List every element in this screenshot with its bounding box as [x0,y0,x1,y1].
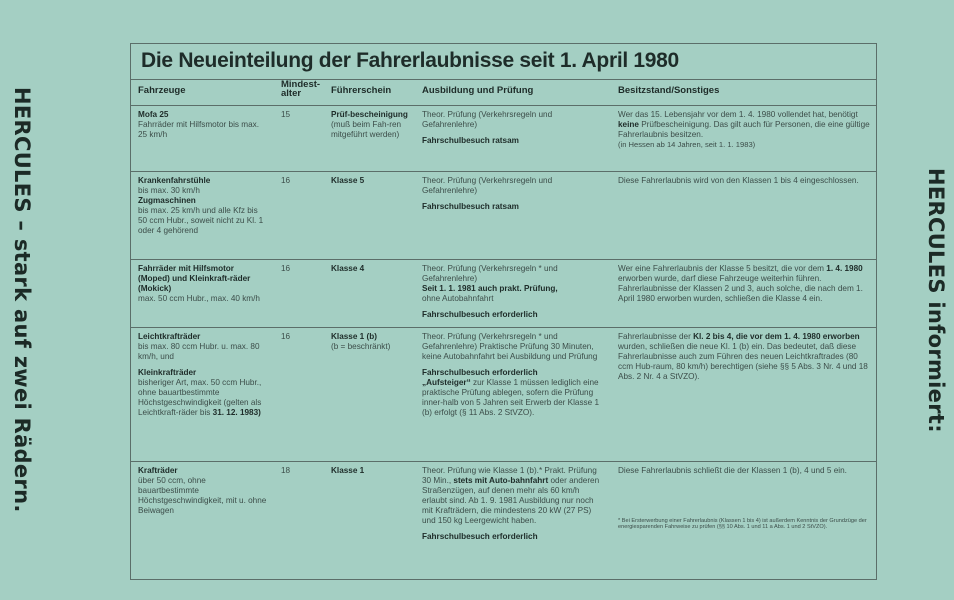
vehicle-desc: bis max. 80 ccm Hubr. u. max. 80 km/h, und [138,342,260,361]
row-kraftraeder-alter: 18 [281,466,291,475]
status-footnote: (in Hessen ab 14 Jahren, seit 1. 1. 1983) [618,140,756,149]
row-mofa-fuehrerschein [324,106,415,172]
row-leichtkraftraeder-alter: 16 [274,328,324,462]
training-text: Theor. Prüfung (Verkehrsregeln und Gefahrenlehre) [422,176,553,195]
status-text: Fahrerlaubnisse der Klassen 2 und 3, auch solche, die nach dem 1. April 1980 erworben wurden, schließen die Klasse 4 ein. [618,284,863,303]
training-text: Theor. Prüfung wie Klasse 1 (b).* Prakt. Prüfung 30 Min., [422,466,597,485]
status-text: Diese Fahrerlaubnis schließt die der Klassen 1 (b), 4 und 5 ein. [618,466,847,475]
row-moped-besitzstand [611,260,876,328]
vehicle-name: Krankenfahrstühle [138,176,211,185]
training-emphasis: „Aufsteiger“ [422,378,471,387]
training-text: zur Klasse 1 müssen lediglich eine praktische Prüfung ablegen, sofern die Prüfung inner-halb von 5 Jahren seit Erwerb der Klasse 1 (b) erfolgt (§ 11 Abs. 2 StVZO). [422,378,600,417]
row-kraftraeder-ausbildung [415,462,611,579]
header-mindestalter [274,80,324,106]
status-text: wurden, schließen die neue Kl. 1 (b) ein. Das bedeutet, daß diese Fahrerlaubnisse auch zum Führen des neuen Leichtkraftrades (80 ccm Hub-raum, 80 km/h) berechtigen (siehe §§ 5 Abs. 3 Nr. 4 und 18 Abs. 2 Nr. 4 a StVZO). [618,342,868,381]
header-fahrzeuge: Fahrzeuge [131,80,274,106]
row-moped-alter: 16 [274,260,324,328]
row-krankenfahrstuehle-besitzstand [611,172,876,260]
row-kraftraeder-besitzstand [611,462,876,579]
license-class: Klasse 1 (b) [331,332,377,341]
license-class: Klasse 4 [331,264,365,273]
vehicle-desc: bisheriger Art, max. 50 ccm Hubr., ohne bauartbestimmte Höchstgeschwindigkeit (gelten als Leichtkraft-räder bis [138,378,262,417]
vehicle-desc: über 50 ccm, ohne bauartbestimmte Höchstgeschwindigkeit, mit u. ohne Beiwagen [138,476,267,515]
license-table [131,80,876,579]
row-krankenfahrstuehle-fuehrerschein [324,172,415,260]
vehicle-name: Zugmaschinen [138,196,196,205]
training-text: Theor. Prüfung (Verkehrsregeln * und Gefahrenlehre) Praktische Prüfung 30 Minuten, keine Autobahnfahrt bei Ausbildung und Prüfung [422,332,598,361]
status-emphasis: Kl. 2 bis 4, die vor dem 1. 4. 1980 erworben [693,332,860,341]
license-note: (muß beim Fah-ren mitgeführt werden) [331,120,402,139]
license-class: Klasse 5 [331,176,365,185]
status-text: Wer das 15. Lebensjahr vor dem 1. 4. 1980 vollendet hat, benötigt [618,110,858,119]
row-leichtkraftraeder-ausbildung [415,328,611,462]
training-emphasis: Seit 1. 1. 1981 auch prakt. Prüfung, [422,284,558,293]
row-leichtkraftraeder-fahrzeuge [131,328,274,462]
header-ausbildung: Ausbildung und Prüfung [415,80,611,106]
informiert-text: HERCULES informiert: [924,167,948,433]
header-alter-line1: Mindest- [281,80,321,90]
page-title: Die Neueinteilung der Fahrerlaubnisse seit 1. April 1980 [131,44,876,80]
footnote: * Bei Ersterwerbung einer Fahrerlaubnis (Klassen 1 bis 4) ist außerdem Kenntnis der Grundzüge der energiesparenden Fahrweise zu prüfen (§§ 10 Abs. 1 und 11 a Abs. 1 und 2 StVZO). [618,518,867,530]
training-emphasis: stets mit Auto-bahnfahrt [453,476,549,485]
vehicle-name: Leichtkrafträder [138,332,201,341]
license-class: Klasse 1 [331,466,365,475]
status-text: erworben wurde, darf diese Fahrzeuge weiterhin führen. [618,274,822,283]
license-table-panel [130,43,877,580]
row-mofa-ausbildung [415,106,611,172]
header-fuehrerschein: Führerschein [324,80,415,106]
training-text: Theor. Prüfung (Verkehrsregeln und Gefahrenlehre) [422,110,553,129]
vehicle-desc: Fahrräder mit Hilfsmotor bis max. 25 km/h [138,120,260,139]
row-kraftraeder-fuehrerschein [324,462,415,579]
vehicle-desc: max. 50 ccm Hubr., max. 40 km/h [138,294,260,303]
vehicle-desc: bis max. 25 km/h und alle Kfz bis 50 ccm Hubr., soweit nicht zu Kl. 1 oder 4 gehörend [138,206,264,235]
row-moped-ausbildung [415,260,611,328]
row-leichtkraftraeder-besitzstand [611,328,876,462]
right-side-header [916,0,954,600]
training-note: Fahrschulbesuch ratsam [422,202,519,211]
row-krankenfahrstuehle-fahrzeuge [131,172,274,260]
row-krankenfahrstuehle-alter: 16 [274,172,324,260]
training-text: Theor. Prüfung (Verkehrsregeln * und Gefahrenlehre) [422,264,558,283]
row-moped-fahrzeuge [131,260,274,328]
training-note: Fahrschulbesuch erforderlich [422,310,538,319]
row-krankenfahrstuehle-ausbildung [415,172,611,260]
status-emphasis: 1. 4. 1980 [826,264,863,273]
row-mofa-alter: 15 [274,106,324,172]
license-class: Prüf-bescheinigung [331,110,408,119]
status-text: Wer eine Fahrerlaubnis der Klasse 5 besitzt, die vor dem [618,264,824,273]
header-besitzstand: Besitzstand/Sonstiges [611,80,876,106]
row-kraftraeder-fahrzeuge [131,462,274,579]
row-leichtkraftraeder-fuehrerschein [324,328,415,462]
status-text: Diese Fahrerlaubnis wird von den Klassen 1 bis 4 eingeschlossen. [618,176,859,185]
slogan-text: HERCULES – stark auf zwei Rädern. [10,87,34,513]
training-note: Fahrschulbesuch erforderlich [422,368,538,377]
row-mofa-fahrzeuge [131,106,274,172]
vehicle-date: 31. 12. 1983) [212,408,261,417]
row-moped-fuehrerschein [324,260,415,328]
training-text: ohne Autobahnfahrt [422,294,494,303]
vehicle-name: Krafträder [138,466,178,475]
vehicle-name: Fahrräder mit Hilfsmotor (Moped) und Kleinkraft-räder (Mokick) [138,264,251,293]
row-mofa-besitzstand [611,106,876,172]
vehicle-name: Mofa 25 [138,110,169,119]
vehicle-desc: bis max. 30 km/h [138,186,200,195]
license-note: (b = beschränkt) [331,342,391,351]
training-text: oder anderen Straßenzügen, auf denen mehr als 60 km/h erlaubt sind. Ab 1. 9. 1981 Ausbildung nur noch mit Krafträdern, die mindestens 20 kW (27 PS) und 150 kg Leergewicht haben. [422,476,600,525]
left-side-slogan [2,0,42,600]
header-alter-line2: alter [281,87,302,99]
vehicle-name: Kleinkrafträder [138,368,197,377]
status-text: Fahrerlaubnisse der [618,332,691,341]
training-note: Fahrschulbesuch erforderlich [422,532,538,541]
status-emphasis: keine [618,120,639,129]
status-text: Prüfbescheinigung. Das gilt auch für Personen, die eine gültige Fahrerlaubnis besitzen. [618,120,870,139]
training-note: Fahrschulbesuch ratsam [422,136,519,145]
